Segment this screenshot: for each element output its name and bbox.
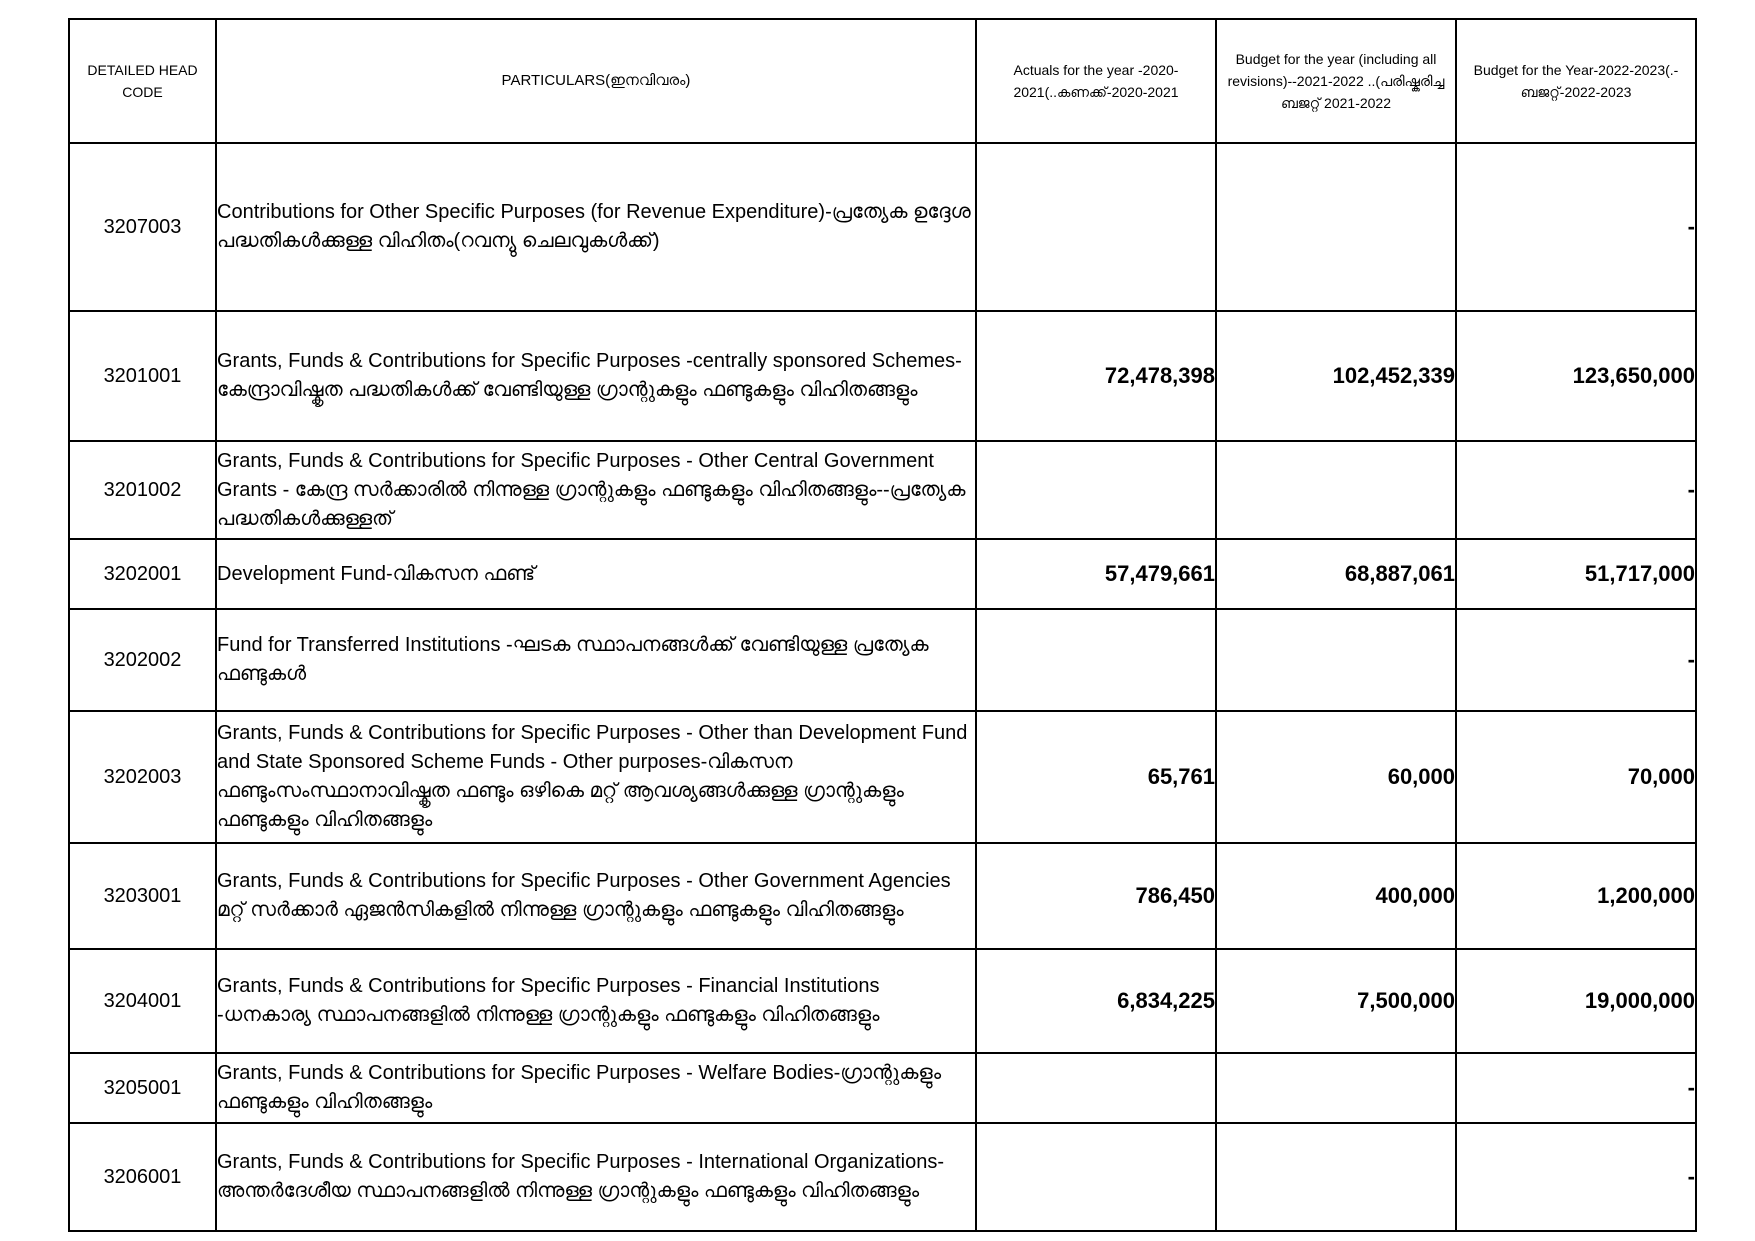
row-budget-revised: 68,887,061 [1216,539,1456,609]
row-particulars: Grants, Funds & Contributions for Specific Purposes - Other than Development Fund and State Sponsored Scheme Funds - Other purposes-വികസന ഫണ്ടുംസംസ്ഥാനാവിഷ്കൃത ഫണ്ടും ഒഴികെ മറ്റ് ആവശ്യങ്ങൾക്കുള്ള ഗ്രാന്റുകളും ഫണ്ടുകളും വിഹിതങ്ങളും [216,711,976,843]
row-actuals [976,143,1216,311]
row-budget-next: 1,200,000 [1456,843,1696,949]
row-particulars: Contributions for Other Specific Purposes (for Revenue Expenditure)-പ്രത്യേക ഉദ്ദേശ പദ്ധതികൾക്കുള്ള വിഹിതം(റവന്യു ചെലവുകൾക്ക്) [216,143,976,311]
row-actuals [976,1053,1216,1123]
row-particulars: Fund for Transferred Institutions -ഘടക സ്ഥാപനങ്ങൾക്ക് വേണ്ടിയുള്ള പ്രത്യേക ഫണ്ടുകൾ [216,609,976,711]
row-code: 3203001 [69,843,216,949]
header-budget-next: Budget for the Year-2022-2023(.-ബജറ്റ്-2022-2023 [1456,19,1696,143]
row-budget-revised [1216,1123,1456,1231]
row-particulars: Grants, Funds & Contributions for Specific Purposes -centrally sponsored Schemes-കേന്ദ്രാവിഷ്കൃത പദ്ധതികൾക്ക് വേണ്ടിയുള്ള ഗ്രാന്റുകളും ഫണ്ടുകളും വിഹിതങ്ങളും [216,311,976,441]
row-actuals: 786,450 [976,843,1216,949]
row-budget-revised [1216,1053,1456,1123]
row-budget-next: - [1456,441,1696,539]
row-particulars: Grants, Funds & Contributions for Specific Purposes - Financial Institutions -ധനകാര്യ സ്ഥാപനങ്ങളിൽ നിന്നുള്ള ഗ്രാന്റുകളും ഫണ്ടുകളും വിഹിതങ്ങളും [216,949,976,1053]
table-row [69,711,1696,843]
table-row [69,539,1696,609]
row-actuals [976,441,1216,539]
row-budget-next: - [1456,143,1696,311]
row-actuals: 65,761 [976,711,1216,843]
row-budget-revised [1216,441,1456,539]
row-particulars: Development Fund-വികസന ഫണ്ട് [216,539,976,609]
row-code: 3201001 [69,311,216,441]
row-code: 3205001 [69,1053,216,1123]
row-budget-revised [1216,143,1456,311]
table-row [69,1053,1696,1123]
row-budget-next: 70,000 [1456,711,1696,843]
row-code: 3206001 [69,1123,216,1231]
table-row [69,311,1696,441]
table-row [69,441,1696,539]
row-code: 3202001 [69,539,216,609]
header-code: DETAILED HEAD CODE [69,19,216,143]
row-budget-next: - [1456,1123,1696,1231]
row-actuals: 6,834,225 [976,949,1216,1053]
row-code: 3207003 [69,143,216,311]
row-code: 3202003 [69,711,216,843]
header-row [69,19,1696,143]
row-particulars: Grants, Funds & Contributions for Specific Purposes - International Organizations-അന്തർദേശീയ സ്ഥാപനങ്ങളിൽ നിന്നുള്ള ഗ്രാന്റുകളും ഫണ്ടുകളും വിഹിതങ്ങളും [216,1123,976,1231]
row-code: 3202002 [69,609,216,711]
row-code: 3201002 [69,441,216,539]
row-budget-next: - [1456,1053,1696,1123]
row-budget-next: 19,000,000 [1456,949,1696,1053]
row-budget-revised [1216,609,1456,711]
row-budget-revised: 400,000 [1216,843,1456,949]
table-row [69,949,1696,1053]
row-code: 3204001 [69,949,216,1053]
row-actuals: 72,478,398 [976,311,1216,441]
row-budget-revised: 102,452,339 [1216,311,1456,441]
row-budget-next: 51,717,000 [1456,539,1696,609]
table-row [69,1123,1696,1231]
row-particulars: Grants, Funds & Contributions for Specific Purposes - Welfare Bodies-ഗ്രാന്റുകളും ഫണ്ടുകളും വിഹിതങ്ങളും [216,1053,976,1123]
row-actuals: 57,479,661 [976,539,1216,609]
row-actuals [976,1123,1216,1231]
header-actuals: Actuals for the year -2020-2021(..കണക്ക്-2020-2021 [976,19,1216,143]
table-row [69,843,1696,949]
row-budget-revised: 7,500,000 [1216,949,1456,1053]
row-budget-next: 123,650,000 [1456,311,1696,441]
header-particulars: PARTICULARS(ഇനവിവരം) [216,19,976,143]
table-row [69,143,1696,311]
budget-table [68,18,1697,1232]
row-actuals [976,609,1216,711]
row-budget-revised: 60,000 [1216,711,1456,843]
row-budget-next: - [1456,609,1696,711]
row-particulars: Grants, Funds & Contributions for Specific Purposes - Other Government Agencies മറ്റ് സർക്കാർ ഏജൻസികളിൽ നിന്നുള്ള ഗ്രാന്റുകളും ഫണ്ടുകളും വിഹിതങ്ങളും [216,843,976,949]
header-budget-revised: Budget for the year (including all revisions)--2021-2022 ..(പരിഷ്കരിച്ച ബജറ്റ് 2021-2022 [1216,19,1456,143]
row-particulars: Grants, Funds & Contributions for Specific Purposes - Other Central Government Grants - കേന്ദ്ര സർക്കാരിൽ നിന്നുള്ള ഗ്രാന്റുകളും ഫണ്ടുകളും വിഹിതങ്ങളും--പ്രത്യേക പദ്ധതികൾക്കുള്ളത് [216,441,976,539]
table-row [69,609,1696,711]
